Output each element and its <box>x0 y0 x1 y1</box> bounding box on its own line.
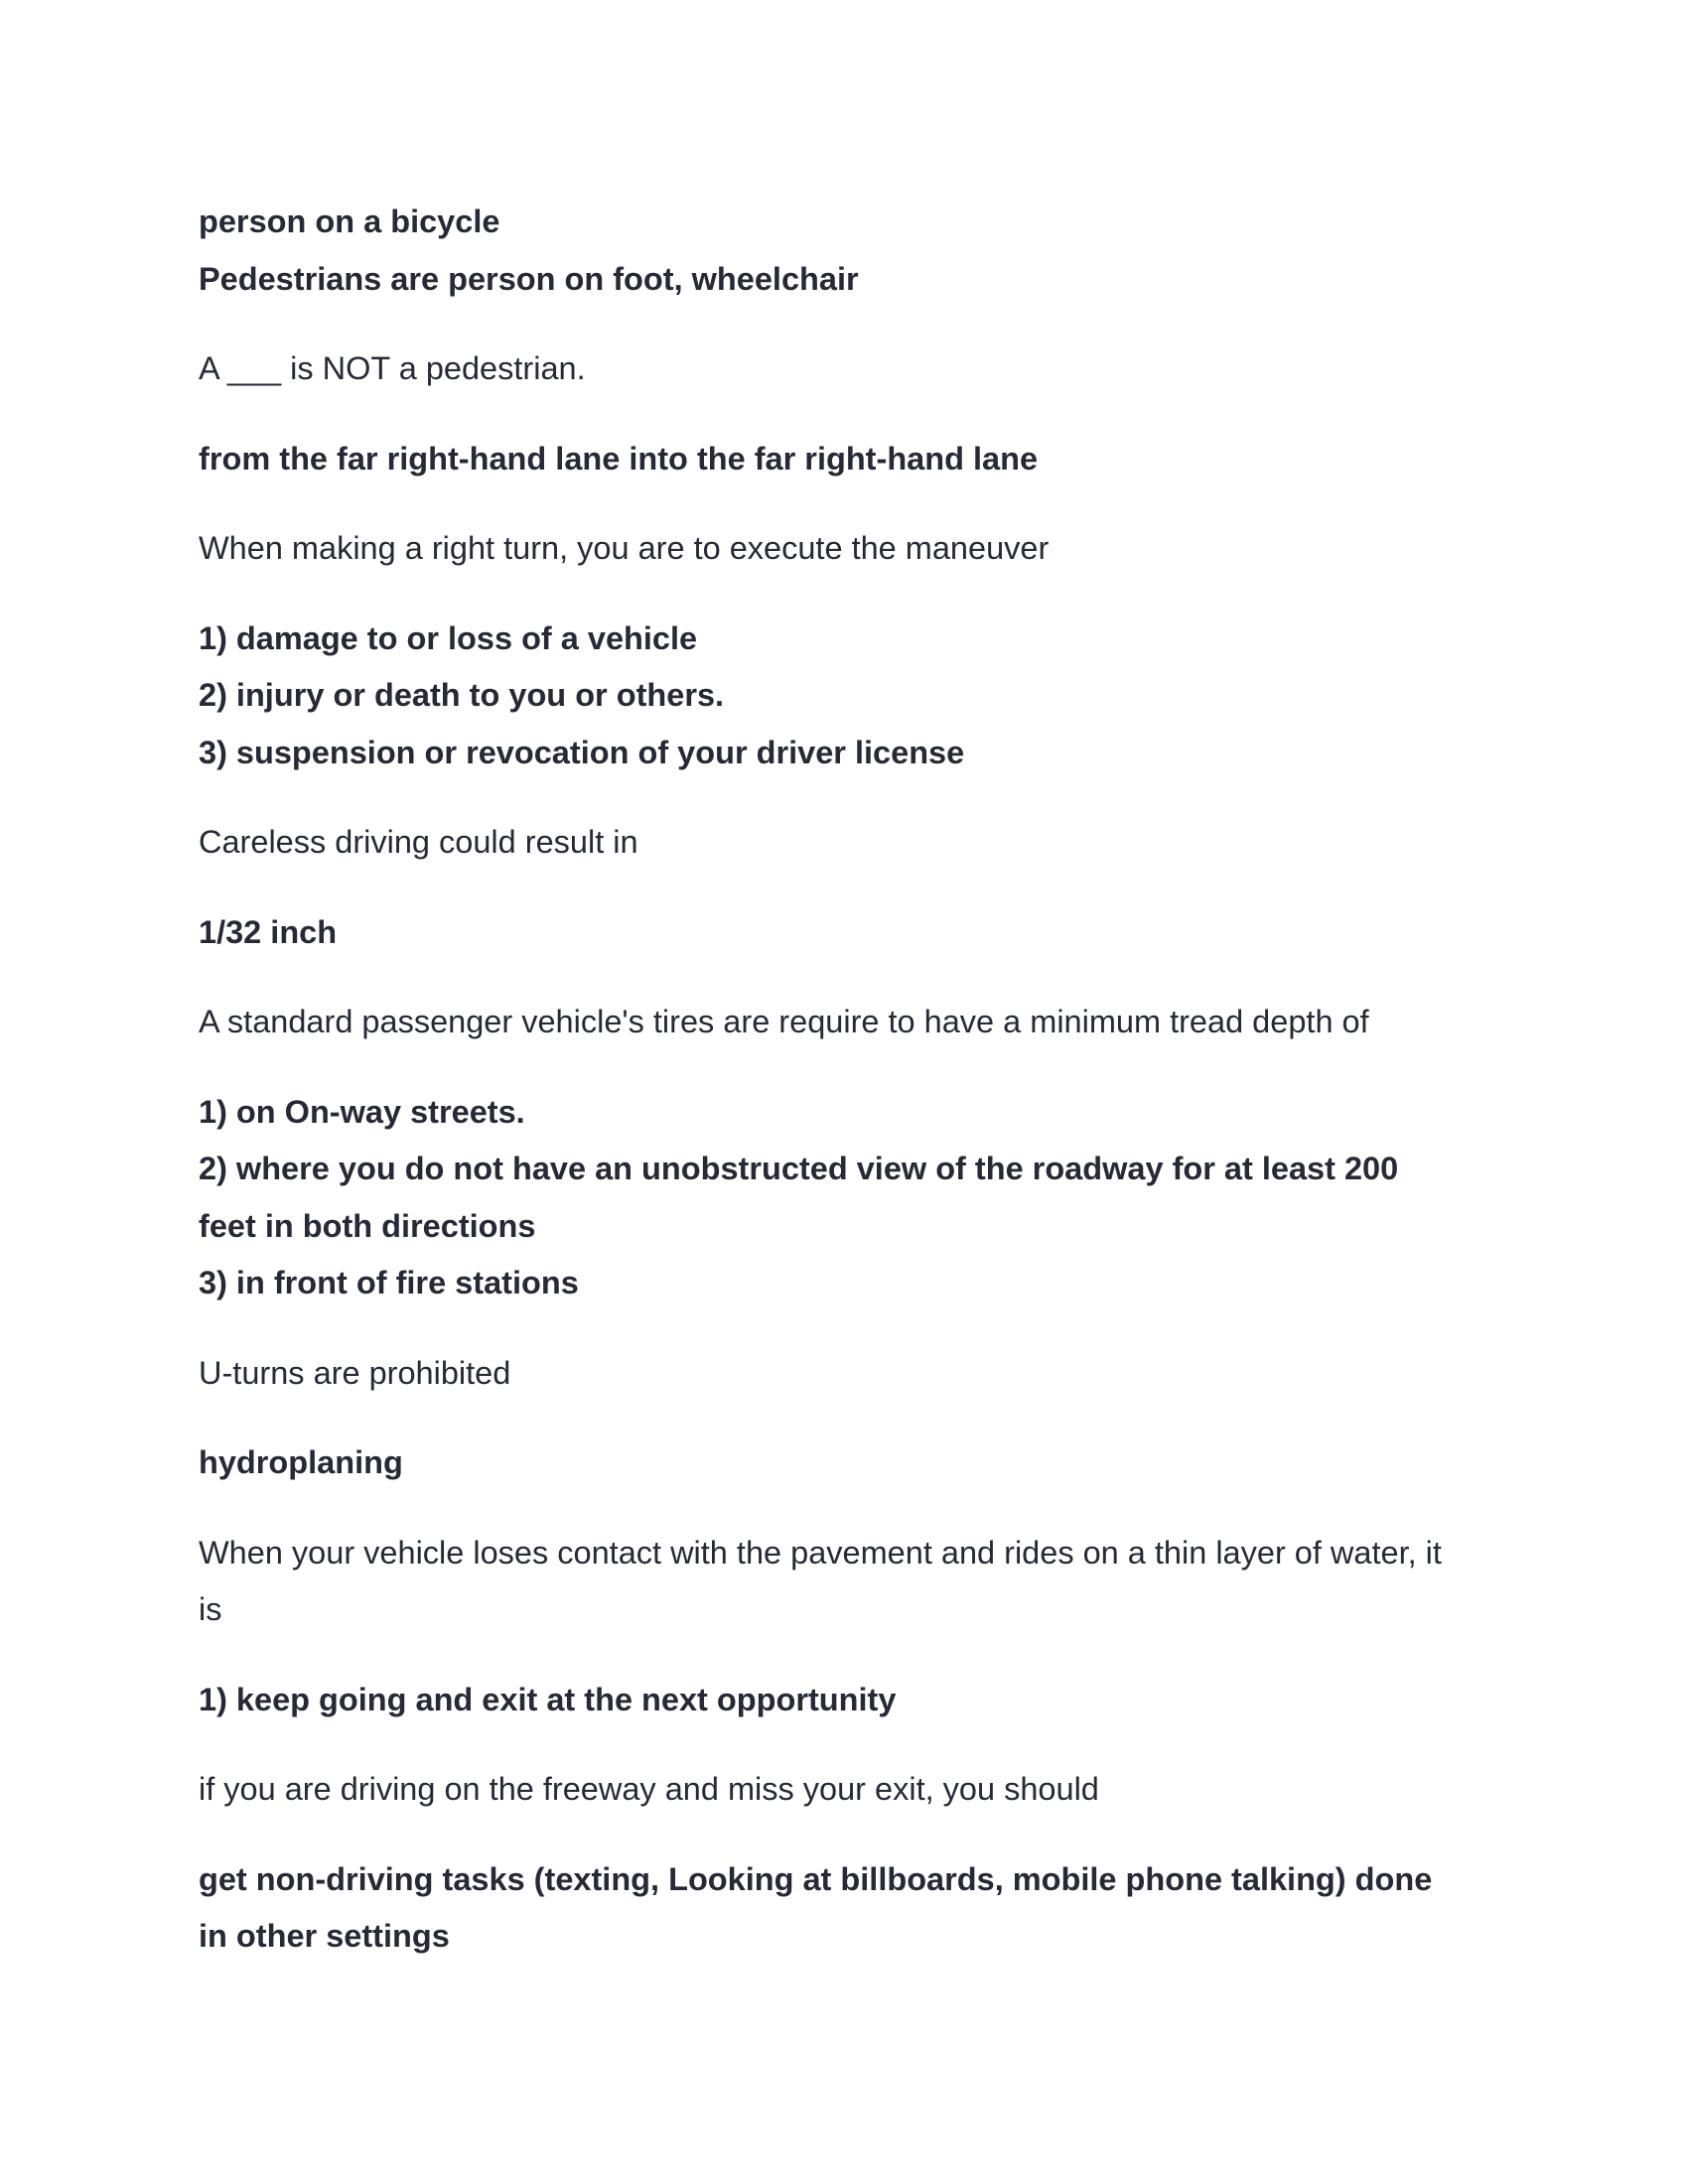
answer-text: Pedestrians are person on foot, wheelchair <box>199 260 859 297</box>
question-text: U-turns are prohibited <box>199 1354 511 1391</box>
question-block <box>199 994 1489 1051</box>
answer-block <box>199 1672 1489 1729</box>
question-text: if you are driving on the freeway and miss your exit, you should <box>199 1771 1099 1807</box>
answer-text: person on a bicycle <box>199 204 500 239</box>
question-text: When your vehicle loses contact with the pavement and rides on a thin layer of water, it <box>199 1534 1442 1570</box>
question-text: A standard passenger vehicle's tires are require to have a minimum tread depth of <box>199 1004 1369 1039</box>
question-text: is <box>199 1591 222 1627</box>
question-block <box>199 1345 1489 1403</box>
question-block <box>199 1525 1489 1639</box>
answer-text: feet in both directions <box>199 1207 536 1244</box>
answer-text: 2) injury or death to you or others. <box>199 677 725 713</box>
answer-block <box>199 611 1489 782</box>
question-text: Careless driving could result in <box>199 824 638 860</box>
answer-text: in other settings <box>199 1918 450 1954</box>
question-text: A ___ is NOT a pedestrian. <box>199 350 586 386</box>
answer-block <box>199 1434 1489 1492</box>
answer-text: from the far right-hand lane into the far right-hand lane <box>199 440 1039 477</box>
answer-block <box>199 904 1489 962</box>
answer-block <box>199 1851 1489 1966</box>
question-block <box>199 520 1489 578</box>
answer-text: get non-driving tasks (texting, Looking at billboards, mobile phone talking) done <box>199 1860 1433 1897</box>
answer-text: 1) on On-way streets. <box>199 1093 525 1130</box>
question-block <box>199 1761 1489 1819</box>
question-block <box>199 341 1489 398</box>
question-block <box>199 814 1489 872</box>
answer-block <box>199 431 1489 488</box>
answer-text: 3) in front of fire stations <box>199 1265 579 1300</box>
question-text: When making a right turn, you are to execute the maneuver <box>199 530 1050 566</box>
answer-text: 3) suspension or revocation of your driver license <box>199 734 965 770</box>
answer-text: 2) where you do not have an unobstructed view of the roadway for at least 200 <box>199 1151 1399 1186</box>
answer-text: 1) keep going and exit at the next opportunity <box>199 1681 897 1717</box>
answer-text: 1) damage to or loss of a vehicle <box>199 619 698 656</box>
answer-block <box>199 1084 1489 1312</box>
answer-block <box>199 194 1489 308</box>
answer-text: 1/32 inch <box>199 913 338 950</box>
answer-text: hydroplaning <box>199 1444 403 1480</box>
